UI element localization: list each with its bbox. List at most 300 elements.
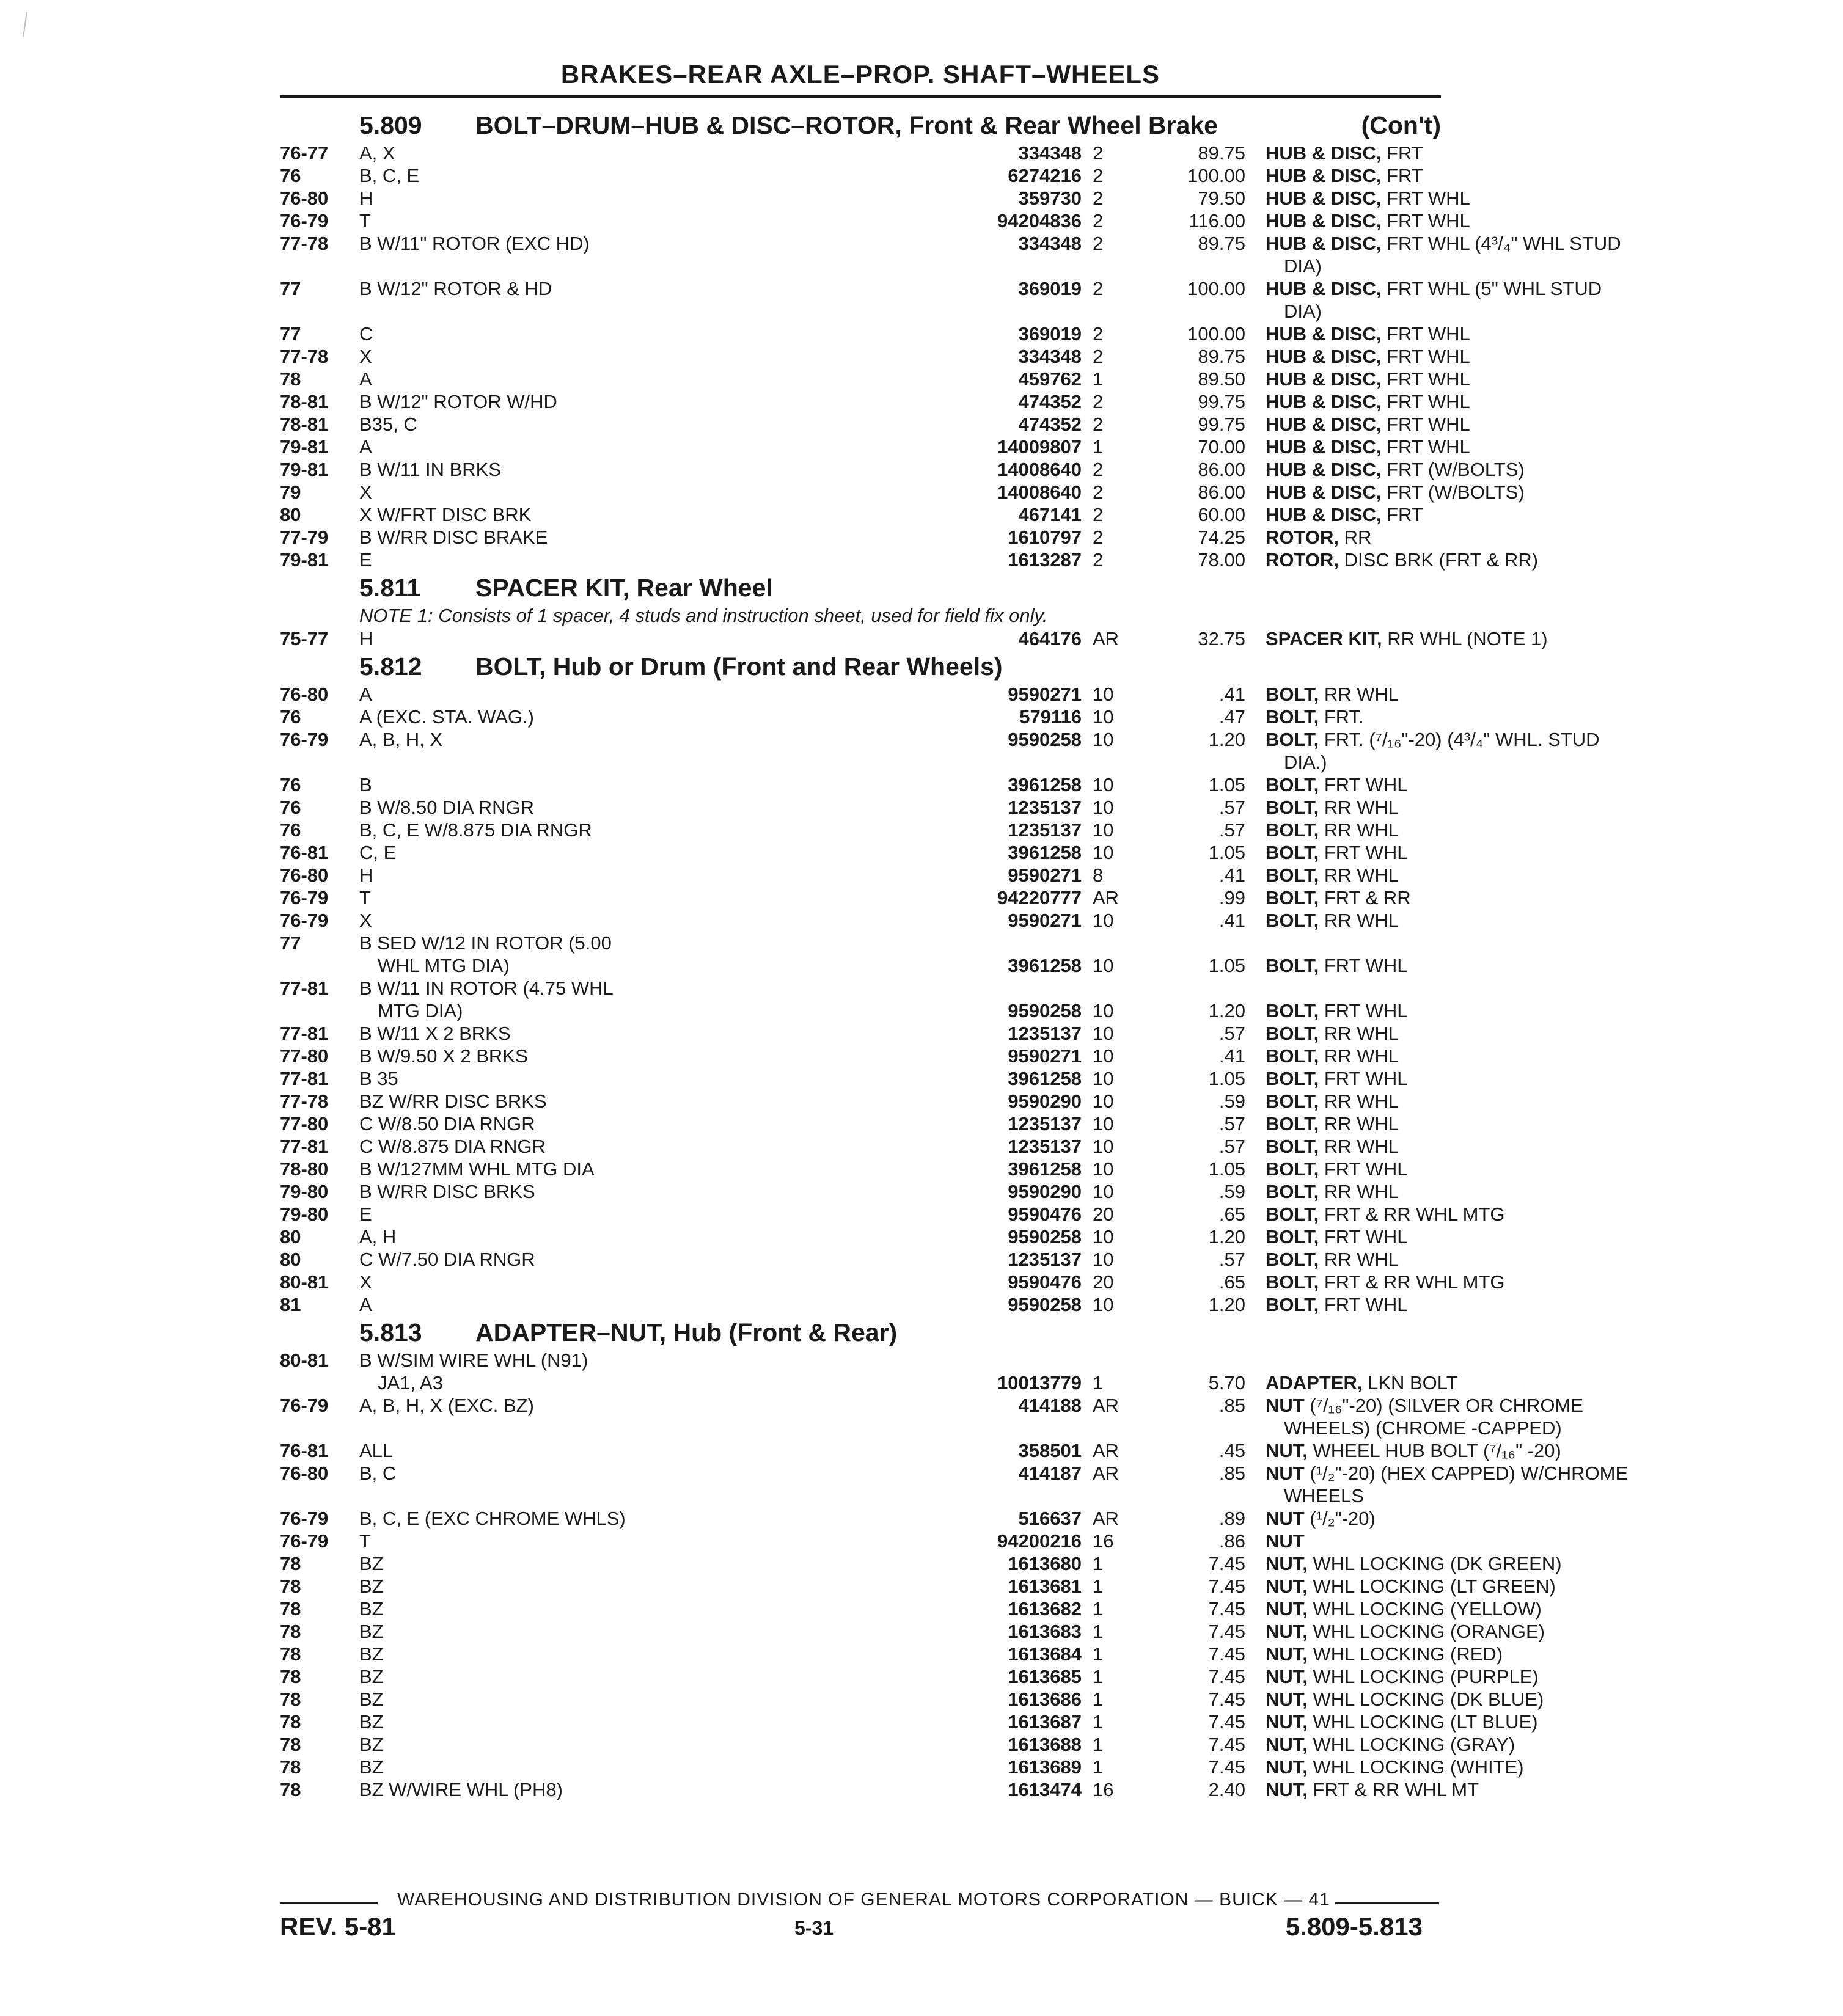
description-name: HUB & DISC,	[1266, 436, 1382, 458]
description-detail: RR WHL	[1324, 1181, 1399, 1202]
section-header	[280, 109, 1441, 142]
description	[1266, 1203, 1843, 1225]
application-text: T	[359, 210, 371, 232]
list-price: 86.00	[1198, 459, 1245, 480]
list-price: 1.05	[1208, 842, 1245, 863]
list-price: 99.75	[1198, 391, 1245, 412]
description	[1266, 481, 1843, 503]
list-price: 60.00	[1198, 504, 1245, 525]
model-years: 78	[280, 1756, 301, 1778]
description-detail-line2: DIA)	[1284, 301, 1322, 322]
description	[1266, 1711, 1843, 1733]
description-name: NUT,	[1266, 1643, 1308, 1665]
description-name: HUB & DISC,	[1266, 414, 1382, 435]
application-text: BZ W/RR DISC BRKS	[359, 1090, 547, 1112]
part-number: 1613287	[1008, 549, 1082, 571]
part-number: 579116	[1019, 706, 1082, 728]
part-row	[280, 142, 1441, 164]
application-text: C	[359, 323, 373, 345]
model-years: 76	[280, 819, 301, 841]
list-price: .45	[1218, 1440, 1245, 1461]
model-years: 77-78	[280, 1090, 329, 1112]
list-price: .85	[1218, 1463, 1245, 1484]
description-name: BOLT,	[1266, 1113, 1319, 1134]
part-number: 1613685	[1008, 1666, 1082, 1687]
part-row	[280, 345, 1470, 368]
list-price: .57	[1218, 1023, 1245, 1044]
quantity: 2	[1093, 549, 1104, 571]
quantity: 8	[1093, 864, 1104, 886]
description-name: NUT,	[1266, 1598, 1308, 1620]
model-years: 78	[280, 1576, 301, 1597]
list-price: 7.45	[1208, 1643, 1245, 1665]
description	[1266, 1575, 1843, 1598]
application-text: X W/FRT DISC BRK	[359, 504, 532, 525]
quantity: 2	[1093, 391, 1104, 412]
description-detail: FRT WHL	[1387, 188, 1470, 209]
part-row	[280, 1293, 1441, 1316]
part-number: 1613686	[1008, 1689, 1082, 1710]
description	[1266, 1293, 1843, 1316]
model-years: 76-79	[280, 729, 329, 750]
quantity: 1	[1093, 1711, 1104, 1733]
model-years: 78	[280, 368, 301, 390]
part-row	[280, 1643, 1503, 1665]
part-number: 369019	[1018, 323, 1082, 345]
model-years: 76-81	[280, 1440, 329, 1461]
description	[1266, 909, 1843, 932]
quantity: 10	[1093, 819, 1114, 841]
description	[1266, 1439, 1843, 1462]
description-name: NUT,	[1266, 1711, 1308, 1733]
description-name: BOLT,	[1266, 1181, 1319, 1202]
quantity: 2	[1093, 323, 1104, 345]
model-years: 78	[280, 1553, 301, 1574]
description	[1266, 436, 1843, 458]
description-name: NUT	[1266, 1530, 1305, 1552]
description	[1266, 999, 1843, 1022]
description-detail: FRT WHL	[1324, 1158, 1408, 1180]
footer-rule-right	[1335, 1902, 1439, 1904]
application-text: BZ	[359, 1598, 384, 1620]
part-number: 14008640	[997, 459, 1082, 480]
description-detail: FRT WHL	[1324, 1000, 1408, 1021]
model-years: 77	[280, 323, 301, 345]
model-years: 76	[280, 774, 301, 795]
application-text: A, X	[359, 142, 395, 164]
description-detail: RR WHL	[1324, 1113, 1399, 1134]
description-detail: WHL LOCKING (WHITE)	[1313, 1756, 1524, 1778]
quantity: 10	[1093, 1113, 1114, 1134]
part-row	[280, 1439, 1561, 1462]
list-price: 100.00	[1187, 323, 1245, 345]
description-name: BOLT,	[1266, 864, 1319, 886]
model-years: 79-80	[280, 1181, 329, 1202]
description-name: BOLT,	[1266, 1045, 1319, 1067]
application-text: BZ	[359, 1689, 384, 1710]
model-years: 77-81	[280, 1136, 329, 1157]
list-price: .47	[1218, 706, 1245, 728]
application-text: BZ	[359, 1756, 384, 1778]
model-years: 76-79	[280, 210, 329, 232]
description-detail: FRT WHL	[1387, 210, 1470, 232]
description-detail: FRT & RR WHL MTG	[1324, 1271, 1505, 1293]
part-number: 3961258	[1008, 955, 1082, 976]
description-detail: FRT WHL	[1387, 414, 1470, 435]
list-price: 1.05	[1208, 774, 1245, 795]
list-price: .65	[1218, 1271, 1245, 1293]
list-price: 7.45	[1208, 1666, 1245, 1687]
description-name: HUB & DISC,	[1266, 391, 1382, 412]
part-row	[280, 864, 1441, 886]
part-number: 334348	[1018, 142, 1082, 164]
list-price: .57	[1218, 1113, 1245, 1134]
part-row	[280, 1225, 1441, 1248]
description	[1266, 503, 1843, 526]
quantity: 20	[1093, 1203, 1114, 1225]
model-years: 80-81	[280, 1271, 329, 1293]
part-row	[280, 1203, 1505, 1225]
part-row	[280, 458, 1525, 481]
description-name: ROTOR,	[1266, 549, 1339, 571]
section-title: SPACER KIT, Rear Wheel	[475, 574, 773, 602]
model-years: 78	[280, 1734, 301, 1755]
quantity: 2	[1093, 233, 1104, 254]
quantity: 1	[1093, 1576, 1104, 1597]
model-years: 77-81	[280, 977, 329, 999]
description	[1266, 1067, 1843, 1090]
quantity: 1	[1093, 1666, 1104, 1687]
list-price: 1.20	[1208, 729, 1245, 750]
quantity: 1	[1093, 368, 1104, 390]
part-row	[280, 819, 1441, 841]
application-text: T	[359, 1530, 371, 1552]
description-detail: WHL LOCKING (RED)	[1313, 1643, 1503, 1665]
application-text: H	[359, 628, 373, 649]
part-number: 1235137	[1008, 819, 1082, 841]
model-years: 76-79	[280, 910, 329, 931]
application-text: BZ	[359, 1666, 384, 1687]
part-number: 334348	[1018, 233, 1082, 254]
description-name: BOLT,	[1266, 1023, 1319, 1044]
part-number: 94204836	[997, 210, 1082, 232]
description-detail: FRT WHL (5" WHL STUD	[1387, 278, 1602, 299]
description-name: NUT	[1266, 1508, 1305, 1529]
part-row	[280, 1248, 1441, 1271]
description	[1266, 954, 1843, 977]
part-number: 1613682	[1008, 1598, 1082, 1620]
description	[1266, 187, 1843, 210]
description-name: BOLT,	[1266, 1068, 1319, 1089]
quantity: AR	[1093, 887, 1119, 908]
description	[1266, 277, 1843, 323]
description-detail: FRT (W/BOLTS)	[1387, 481, 1525, 503]
model-years: 79-81	[280, 549, 329, 571]
model-years: 75-77	[280, 628, 329, 649]
quantity: 20	[1093, 1271, 1114, 1293]
quantity: 10	[1093, 910, 1114, 931]
application-text: E	[359, 1203, 372, 1225]
quantity: 2	[1093, 527, 1104, 548]
model-years: 78-81	[280, 391, 329, 412]
part-number: 10013779	[997, 1372, 1082, 1393]
description-detail: FRT	[1387, 165, 1423, 186]
part-row	[280, 1778, 1479, 1801]
part-number: 9590258	[1008, 1000, 1082, 1021]
list-price: 78.00	[1198, 549, 1245, 571]
application-text: B W/11" ROTOR (EXC HD)	[359, 233, 590, 254]
list-price: 79.50	[1198, 188, 1245, 209]
description-name: BOLT,	[1266, 1271, 1319, 1293]
page-title: BRAKES–REAR AXLE–PROP. SHAFT–WHEELS	[560, 60, 1160, 89]
list-price: .57	[1218, 819, 1245, 841]
description-detail: RR WHL	[1324, 1136, 1399, 1157]
part-number: 474352	[1018, 391, 1082, 412]
list-price: 7.45	[1208, 1598, 1245, 1620]
description-detail: FRT WHL	[1387, 368, 1470, 390]
section-title: ADAPTER–NUT, Hub (Front & Rear)	[475, 1318, 898, 1346]
part-row	[280, 706, 1441, 728]
application-text: A, B, H, X (EXC. BZ)	[359, 1395, 534, 1416]
description-name: HUB & DISC,	[1266, 278, 1382, 299]
list-price: 1.20	[1208, 1000, 1245, 1021]
section-title: BOLT–DRUM–HUB & DISC–ROTOR, Front & Rear Wheel Brake	[475, 111, 1218, 139]
quantity: 1	[1093, 436, 1104, 458]
application-text: B W/11 IN ROTOR (4.75 WHL	[359, 977, 614, 999]
model-years: 76-80	[280, 1463, 329, 1484]
list-price: .57	[1218, 1136, 1245, 1157]
description-detail: WHL LOCKING (PURPLE)	[1313, 1666, 1539, 1687]
quantity: 10	[1093, 684, 1114, 705]
list-price: .86	[1218, 1530, 1245, 1552]
application-text: C, E	[359, 842, 397, 863]
quantity: 10	[1093, 774, 1114, 795]
list-price: 1.05	[1208, 1158, 1245, 1180]
part-number: 474352	[1018, 414, 1082, 435]
list-price: 100.00	[1187, 165, 1245, 186]
part-row	[280, 210, 1470, 232]
description-detail: FRT & RR WHL MT	[1313, 1779, 1479, 1800]
section-number: 5.812	[359, 652, 422, 681]
part-row	[280, 1112, 1441, 1135]
part-row	[280, 627, 1548, 650]
description	[1266, 1756, 1843, 1778]
list-price: 1.05	[1208, 1068, 1245, 1089]
part-row	[280, 841, 1441, 864]
quantity: AR	[1093, 1508, 1119, 1529]
description	[1266, 1733, 1843, 1756]
application-text: B	[359, 774, 372, 795]
part-row	[280, 390, 1470, 413]
part-number: 516637	[1018, 1508, 1082, 1529]
part-number: 94220777	[997, 887, 1082, 908]
description	[1266, 864, 1843, 886]
description	[1266, 627, 1843, 650]
part-number: 1235137	[1008, 1023, 1082, 1044]
description	[1266, 1552, 1843, 1575]
part-number: 459762	[1018, 368, 1082, 390]
part-row	[280, 1575, 1556, 1598]
description	[1266, 1090, 1843, 1112]
description-detail: FRT	[1387, 504, 1423, 525]
description-detail: WHL LOCKING (LT BLUE)	[1313, 1711, 1538, 1733]
part-row	[280, 1733, 1515, 1756]
quantity: AR	[1093, 1463, 1119, 1484]
part-row	[280, 1158, 1441, 1180]
part-number: 1613680	[1008, 1553, 1082, 1574]
quantity: 10	[1093, 1000, 1114, 1021]
model-years: 78	[280, 1689, 301, 1710]
description-name: BOLT,	[1266, 1090, 1319, 1112]
list-price: 7.45	[1208, 1553, 1245, 1574]
part-row	[280, 977, 1441, 1022]
description	[1266, 1598, 1843, 1620]
description-detail: FRT WHL	[1387, 323, 1470, 345]
description-detail: RR WHL	[1324, 864, 1399, 886]
description-detail: FRT WHL	[1324, 1226, 1408, 1247]
quantity: AR	[1093, 628, 1119, 649]
part-number: 1613688	[1008, 1734, 1082, 1755]
model-years: 76-77	[280, 142, 329, 164]
list-price: .41	[1218, 1045, 1245, 1067]
description-detail: FRT. (⁷/₁₆"-20) (4³/₄" WHL. STUD	[1324, 729, 1600, 750]
description-detail: FRT & RR WHL MTG	[1324, 1203, 1505, 1225]
description	[1266, 1022, 1843, 1045]
description-name: BOLT,	[1266, 1226, 1319, 1247]
part-row	[280, 1688, 1544, 1711]
quantity: 2	[1093, 504, 1104, 525]
part-row	[280, 1022, 1441, 1045]
part-number: 3961258	[1008, 774, 1082, 795]
description-name: HUB & DISC,	[1266, 188, 1382, 209]
part-row	[280, 413, 1470, 436]
application-text: BZ	[359, 1553, 384, 1574]
application-text: H	[359, 864, 373, 886]
model-years: 77-81	[280, 1023, 329, 1044]
application-text: B W/12" ROTOR W/HD	[359, 391, 557, 412]
application-text: A	[359, 684, 372, 705]
model-years: 77-80	[280, 1045, 329, 1067]
part-row	[280, 1045, 1441, 1067]
part-row	[280, 232, 1621, 277]
description-detail: WHL LOCKING (DK BLUE)	[1313, 1689, 1544, 1710]
list-price: .41	[1218, 910, 1245, 931]
description	[1266, 1643, 1843, 1665]
description-name: HUB & DISC,	[1266, 346, 1382, 367]
description	[1266, 1180, 1843, 1203]
model-years: 81	[280, 1294, 301, 1315]
description-detail: WHL LOCKING (YELLOW)	[1313, 1598, 1542, 1620]
list-price: 32.75	[1198, 628, 1245, 649]
quantity: 10	[1093, 1090, 1114, 1112]
part-number: 359730	[1018, 188, 1082, 209]
part-number: 14009807	[997, 436, 1082, 458]
quantity: 2	[1093, 142, 1104, 164]
description	[1266, 1688, 1843, 1711]
part-number: 1613689	[1008, 1756, 1082, 1778]
part-row	[280, 1271, 1505, 1293]
quantity: 2	[1093, 210, 1104, 232]
part-row	[280, 1180, 1441, 1203]
quantity: 10	[1093, 1136, 1114, 1157]
part-number: 1610797	[1008, 527, 1082, 548]
description	[1266, 706, 1843, 728]
description-detail: RR WHL	[1324, 1023, 1399, 1044]
description-name: BOLT,	[1266, 1294, 1319, 1315]
application-text: B W/RR DISC BRAKE	[359, 527, 548, 548]
application-text: T	[359, 887, 371, 908]
description-detail: FRT (W/BOLTS)	[1387, 459, 1525, 480]
description-name: HUB & DISC,	[1266, 142, 1382, 164]
list-price: 1.20	[1208, 1294, 1245, 1315]
application-text: C W/8.875 DIA RNGR	[359, 1136, 546, 1157]
model-years: 78	[280, 1643, 301, 1665]
quantity: 10	[1093, 1181, 1114, 1202]
description	[1266, 1112, 1843, 1135]
description-name: HUB & DISC,	[1266, 233, 1382, 254]
part-number: 6274216	[1008, 165, 1082, 186]
application-text: A	[359, 1294, 372, 1315]
application-text: B 35	[359, 1068, 398, 1089]
description	[1266, 773, 1843, 796]
description-name: HUB & DISC,	[1266, 368, 1382, 390]
description-name: HUB & DISC,	[1266, 165, 1382, 186]
list-price: .99	[1218, 887, 1245, 908]
part-number: 9590271	[1008, 864, 1082, 886]
part-number: 9590258	[1008, 1226, 1082, 1247]
part-number: 9590476	[1008, 1271, 1082, 1293]
part-number: 467141	[1018, 504, 1082, 525]
application-text-line2: MTG DIA)	[378, 1000, 463, 1021]
model-years: 79-81	[280, 436, 329, 458]
application-text: B W/127MM WHL MTG DIA	[359, 1158, 595, 1180]
part-row	[280, 436, 1470, 458]
model-years: 77-79	[280, 527, 329, 548]
model-years: 76-79	[280, 1508, 329, 1529]
description-detail: FRT WHL	[1324, 842, 1408, 863]
section-number: 5.813	[359, 1318, 422, 1346]
list-price: 89.75	[1198, 142, 1245, 164]
description-name: BOLT,	[1266, 1158, 1319, 1180]
description	[1266, 1371, 1843, 1394]
description	[1266, 526, 1843, 549]
description-name: BOLT,	[1266, 1203, 1319, 1225]
part-row	[280, 323, 1470, 345]
quantity: 1	[1093, 1621, 1104, 1642]
list-price: 7.45	[1208, 1756, 1245, 1778]
description-name: BOLT,	[1266, 910, 1319, 931]
quantity: 10	[1093, 1226, 1114, 1247]
description-detail-line2: DIA.)	[1284, 751, 1327, 773]
quantity: 10	[1093, 1068, 1114, 1089]
footer-rule-left	[280, 1902, 378, 1904]
part-row	[280, 1756, 1524, 1778]
section-note: NOTE 1: Consists of 1 spacer, 4 studs and instruction sheet, used for field fix only.	[359, 605, 1048, 626]
description-name: BOLT,	[1266, 955, 1319, 976]
description-name: NUT,	[1266, 1756, 1308, 1778]
description-detail: RR WHL	[1324, 1045, 1399, 1067]
description	[1266, 819, 1843, 841]
list-price: 116.00	[1189, 210, 1245, 232]
description-name: HUB & DISC,	[1266, 481, 1382, 503]
description	[1266, 413, 1843, 436]
application-text: A (EXC. STA. WAG.)	[359, 706, 534, 728]
list-price: .89	[1218, 1508, 1245, 1529]
description	[1266, 458, 1843, 481]
quantity: AR	[1093, 1440, 1119, 1461]
application-text: C W/8.50 DIA RNGR	[359, 1113, 535, 1134]
quantity: 10	[1093, 842, 1114, 863]
